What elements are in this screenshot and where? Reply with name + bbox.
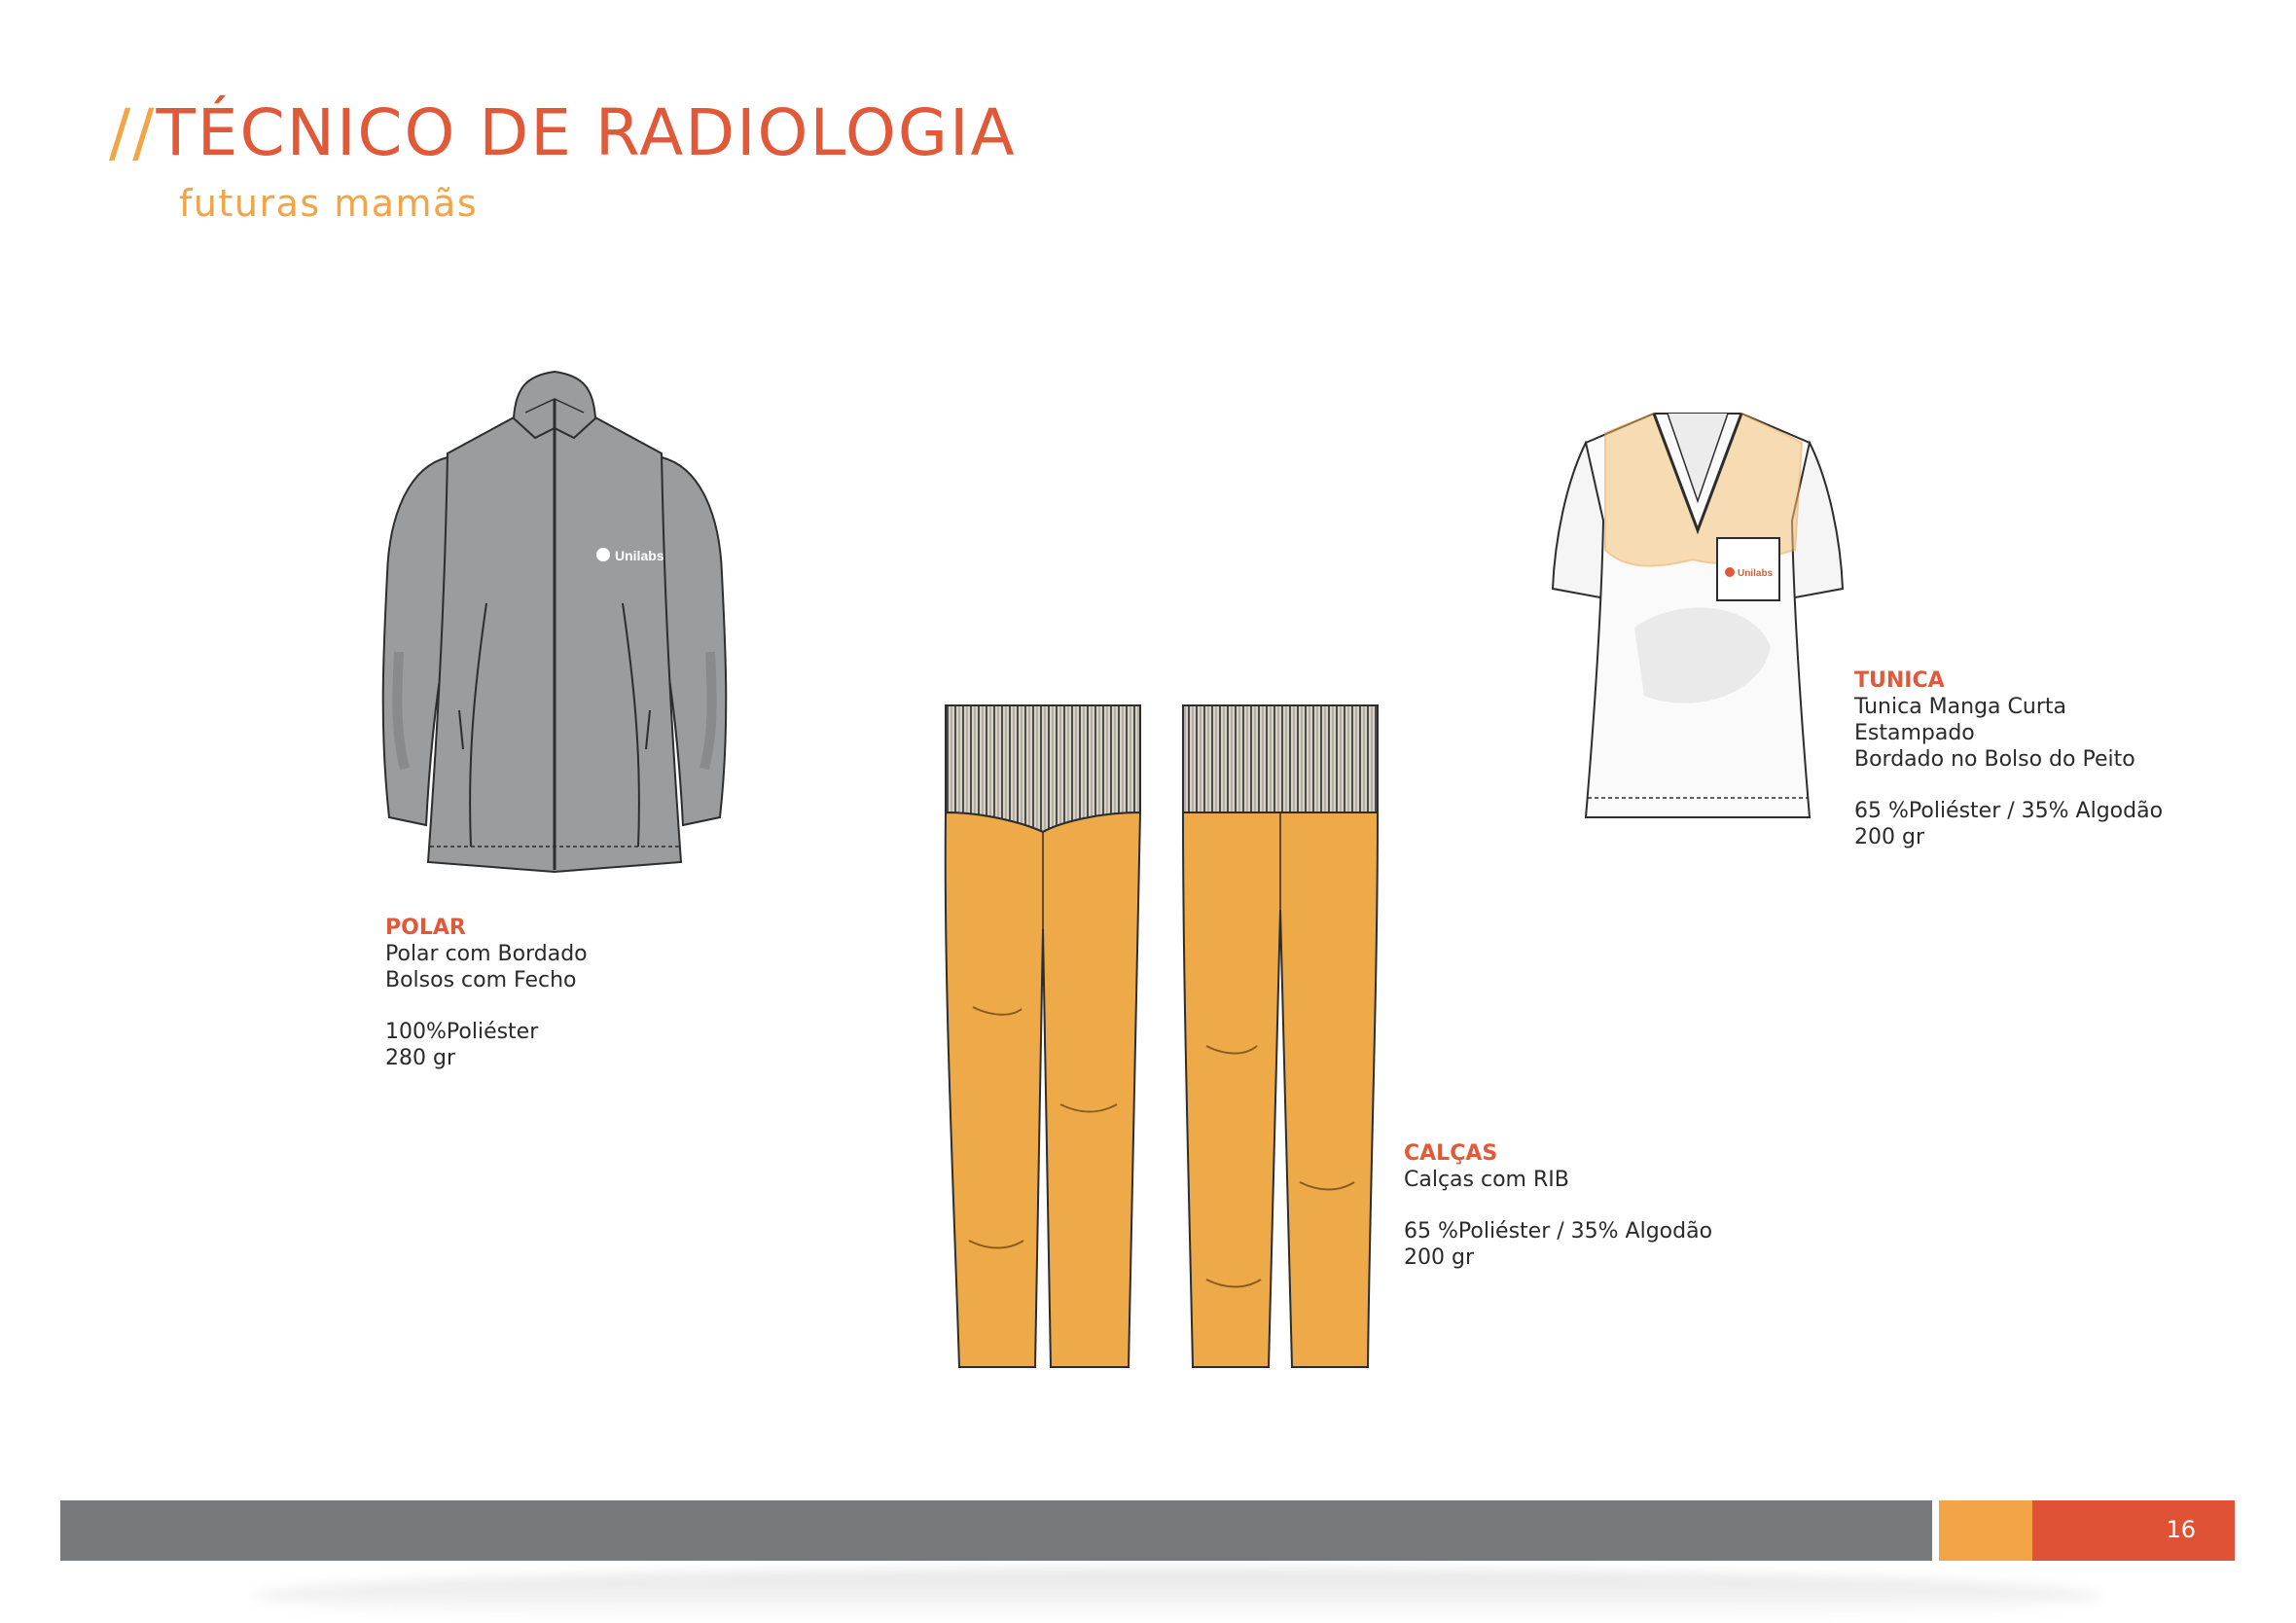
title-slashes: // [109, 95, 157, 170]
footer-red-block [2032, 1500, 2235, 1561]
tunica-name: TUNICA [1854, 668, 1945, 693]
calcas-weight: 200 gr [1404, 1245, 1474, 1270]
calcas-name: CALÇAS [1404, 1141, 1498, 1166]
polar-detail-2: Bolsos com Fecho [385, 968, 577, 992]
calcas-detail-1: Calças com RIB [1404, 1168, 1569, 1192]
polar-composition: 100%Poliéster [385, 1020, 539, 1044]
tunica-weight: 200 gr [1854, 825, 1924, 849]
polar-name: POLAR [385, 916, 466, 940]
tunica-detail-1: Tunica Manga Curta [1854, 695, 2066, 719]
tunica-tunic-illustration [1547, 404, 1848, 832]
page-shadow [253, 1569, 2101, 1623]
polar-weight: 280 gr [385, 1046, 455, 1070]
tunica-detail-3: Bordado no Bolso do Peito [1854, 747, 2135, 772]
calcas-description [1404, 1140, 1712, 1271]
tunica-description [1854, 667, 2163, 850]
tunica-logo-text: Unilabs [1738, 568, 1774, 579]
footer-gray-bar [60, 1500, 1932, 1561]
polar-detail-1: Polar com Bordado [385, 942, 588, 966]
calcas-pants-illustration [915, 696, 1381, 1377]
page-number: 16 [2166, 1516, 2196, 1543]
polar-description [385, 915, 588, 1071]
page-subtitle: futuras mamãs [179, 182, 479, 225]
tunica-detail-2: Estampado [1854, 721, 1975, 745]
tunica-composition: 65 %Poliéster / 35% Algodão [1854, 799, 2164, 823]
calcas-composition: 65 %Poliéster / 35% Algodão [1404, 1219, 1713, 1244]
unilabs-logo-text: Unilabs [615, 548, 664, 563]
title-text: TÉCNICO DE RADIOLOGIA [156, 95, 1017, 170]
footer-orange-block [1939, 1500, 2032, 1561]
page-title [109, 95, 1017, 170]
polar-jacket-illustration [370, 360, 739, 885]
